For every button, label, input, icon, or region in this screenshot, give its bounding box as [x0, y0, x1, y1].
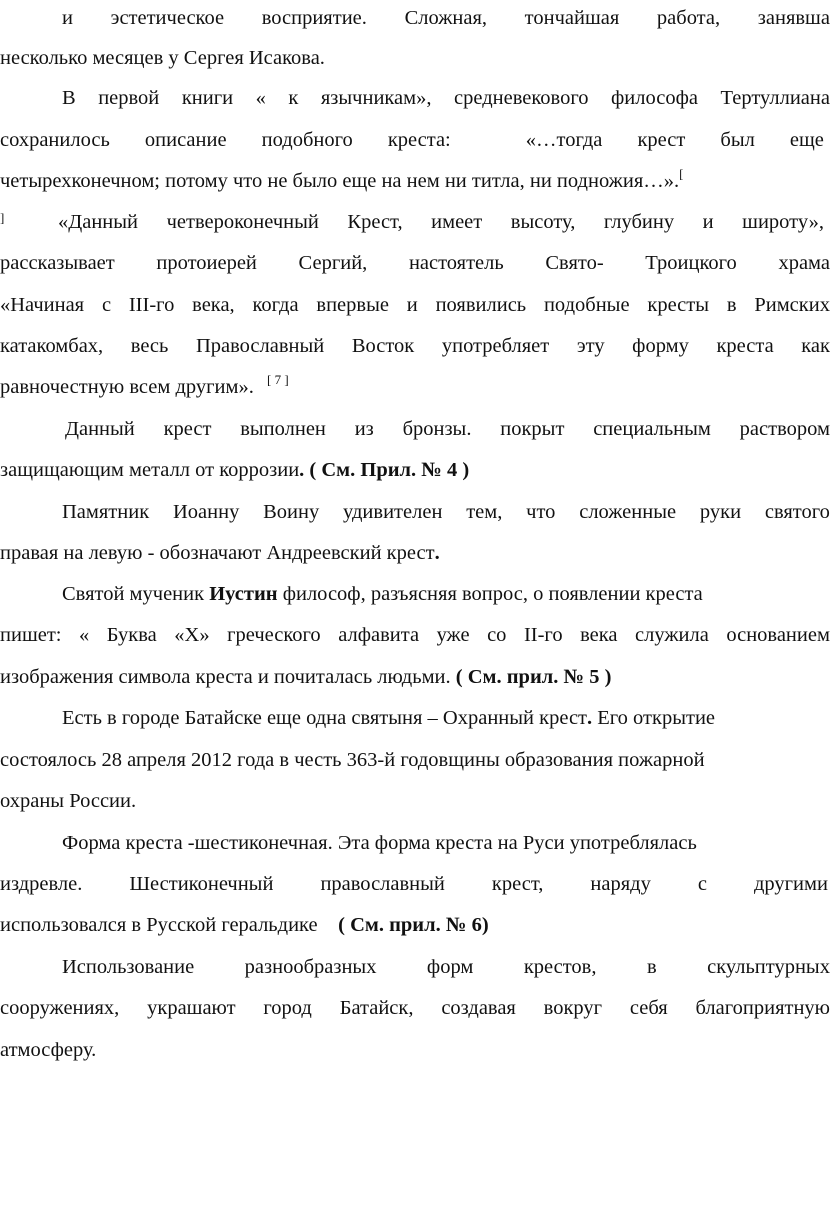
word: Крест,	[347, 211, 403, 233]
word: покрыт	[500, 418, 565, 440]
line-text: изображения символа креста и почиталась людьми.	[0, 666, 456, 688]
word: как	[801, 335, 830, 357]
word: крест	[637, 129, 686, 151]
word: весь	[130, 335, 169, 357]
word: еще	[789, 129, 824, 151]
line-text: Форма креста -шестиконечная. Эта форма креста на Руси употреблялась	[62, 832, 697, 854]
word: издревле.	[0, 873, 83, 895]
appendix-reference: ( См. прил. № 5 )	[455, 666, 612, 688]
word: употребляет	[441, 335, 550, 357]
word: глубину	[603, 211, 675, 233]
line-text: Есть в городе Батайске еще одна святыня – Охранный крест	[62, 707, 588, 729]
word: Свято-	[545, 252, 604, 274]
word: к	[288, 87, 299, 109]
word: Православный	[195, 335, 325, 357]
word: Иоанну	[172, 501, 240, 523]
word: в	[646, 956, 657, 978]
word: с	[101, 294, 112, 316]
word: наряду	[590, 873, 651, 895]
word: благоприятную	[695, 997, 830, 1019]
word: язычникам»,	[320, 87, 432, 109]
word: восприятие.	[261, 7, 367, 29]
word: сложенные	[579, 501, 677, 523]
word: руки	[699, 501, 742, 523]
line-text: равночестную всем другим».	[0, 376, 254, 398]
word: рассказывает	[0, 252, 115, 274]
footnote-marker: [	[679, 166, 684, 181]
line-text: правая на левую - обозначают Андреевский крест	[0, 542, 435, 564]
line-text: атмосферу.	[0, 1039, 97, 1061]
word: специальным	[593, 418, 711, 440]
appendix-reference: . ( См. Прил. № 4 )	[299, 459, 470, 481]
text-line	[0, 4, 830, 32]
text-line	[0, 953, 830, 981]
word: уже	[436, 624, 470, 646]
text-line	[0, 456, 816, 484]
word: тем,	[466, 501, 503, 523]
word: разнообразных	[244, 956, 377, 978]
word: греческого	[227, 624, 321, 646]
word: из	[354, 418, 374, 440]
word: Восток	[351, 335, 415, 357]
text-line	[0, 870, 828, 898]
word: В	[62, 87, 76, 109]
word: «…тогда	[525, 129, 603, 151]
text-line	[0, 44, 816, 72]
word: подобные	[543, 294, 630, 316]
line-text: несколько месяцев у Сергея Исакова.	[0, 47, 325, 69]
word: удивителен	[343, 501, 443, 523]
word: Шестиконечный	[129, 873, 274, 895]
word: украшают	[147, 997, 236, 1019]
word: Памятник	[62, 501, 150, 523]
word: Батайск,	[339, 997, 414, 1019]
word: создавая	[441, 997, 516, 1019]
word: средневекового	[454, 87, 589, 109]
word: форм	[426, 956, 474, 978]
text-line	[0, 911, 816, 939]
word: Воину	[263, 501, 320, 523]
word: имеет	[431, 211, 483, 233]
word: крест	[163, 418, 212, 440]
word: раствором	[739, 418, 830, 440]
word: храма	[778, 252, 830, 274]
word: философа	[611, 87, 698, 109]
word: настоятель	[408, 252, 504, 274]
text-line	[0, 663, 816, 691]
text-line	[0, 373, 816, 403]
word: скульптурных	[707, 956, 830, 978]
text-line	[0, 126, 824, 154]
text-line	[0, 84, 830, 112]
word: что	[526, 501, 556, 523]
word: века,	[192, 294, 235, 316]
word: и	[702, 211, 714, 233]
word: эту	[576, 335, 605, 357]
word: в	[726, 294, 737, 316]
word: вокруг	[543, 997, 603, 1019]
text-line	[0, 621, 830, 649]
word: служила	[635, 624, 709, 646]
word: занявша	[757, 7, 830, 29]
word: тончайшая	[524, 7, 620, 29]
word: четвероконечный	[166, 211, 319, 233]
word: креста:	[387, 129, 451, 151]
text-line	[0, 994, 830, 1022]
line-text: состоялось 28 апреля 2012 года в честь 363-й годовщины образования пожарной	[0, 749, 705, 771]
word: Буква	[106, 624, 157, 646]
line-text: использовался в Русской геральдике	[0, 914, 339, 936]
text-line	[0, 291, 830, 319]
word: святого	[764, 501, 830, 523]
word: сооружениях,	[0, 997, 120, 1019]
text-line	[0, 580, 816, 608]
word: эстетическое	[110, 7, 225, 29]
line-text: Его открытие	[592, 707, 716, 729]
text-line	[0, 332, 830, 360]
line-text: защищающим металл от коррозии	[0, 459, 300, 481]
word: пишет:	[0, 624, 62, 646]
text-line	[0, 249, 830, 277]
word: высоту,	[510, 211, 576, 233]
word: крест,	[491, 873, 544, 895]
word: себя	[629, 997, 668, 1019]
text-line	[0, 539, 816, 567]
word: православный	[320, 873, 445, 895]
text-line	[0, 415, 830, 443]
word: Сложная,	[404, 7, 487, 29]
word: был	[720, 129, 755, 151]
word: Тертуллиана	[720, 87, 830, 109]
word: бронзы.	[402, 418, 472, 440]
word: с	[697, 873, 707, 895]
word: книги	[181, 87, 234, 109]
word: II-го	[523, 624, 563, 646]
word: креста	[716, 335, 774, 357]
word: подобного	[261, 129, 353, 151]
word: работа,	[656, 7, 721, 29]
word: другими	[753, 873, 828, 895]
line-text: философ, разъясняя вопрос, о появлении креста	[277, 583, 703, 605]
text-line	[0, 208, 824, 236]
word: основанием	[726, 624, 830, 646]
word: «Начиная	[0, 294, 85, 316]
word: со	[487, 624, 507, 646]
word: город	[263, 997, 312, 1019]
word: катакомбах,	[0, 335, 104, 357]
text-line	[0, 746, 816, 774]
bold-period: .	[434, 542, 440, 564]
word: протоиерей	[156, 252, 257, 274]
word: крестов,	[523, 956, 597, 978]
line-text: четырехконечном; потому что не было еще на нем ни титла, ни подножия…».	[0, 170, 680, 192]
word: «Данный	[58, 211, 139, 233]
footnote-marker: [ 7 ]	[266, 372, 289, 387]
word: «	[255, 87, 266, 109]
word: когда	[252, 294, 299, 316]
word: алфавита	[338, 624, 420, 646]
bold-name: Иустин	[209, 583, 278, 605]
word: впервые	[316, 294, 389, 316]
appendix-reference: ( См. прил. № 6)	[338, 914, 489, 936]
word: форму	[632, 335, 689, 357]
word: сохранилось	[0, 129, 110, 151]
word: Использование	[62, 956, 195, 978]
text-line	[0, 704, 816, 732]
word: Данный	[65, 418, 135, 440]
text-line	[0, 829, 816, 857]
line-text: Святой мученик	[62, 583, 210, 605]
word: Сергий,	[298, 252, 368, 274]
word: и	[62, 7, 73, 29]
word: первой	[98, 87, 160, 109]
word: Троицкого	[645, 252, 737, 274]
word: Римских	[754, 294, 830, 316]
bold-period: .	[587, 707, 593, 729]
word: «	[79, 624, 90, 646]
line-text: охраны России.	[0, 790, 137, 812]
word: описание	[144, 129, 227, 151]
footnote-marker: ]	[0, 210, 5, 225]
word: появились	[435, 294, 527, 316]
text-line	[0, 498, 830, 526]
word: кресты	[647, 294, 710, 316]
word: и	[406, 294, 418, 316]
word: «Х»	[174, 624, 210, 646]
word: широту»,	[742, 211, 824, 233]
word: века	[580, 624, 618, 646]
text-line	[0, 1036, 816, 1064]
text-line	[0, 787, 816, 815]
word: выполнен	[240, 418, 326, 440]
word: III-го	[128, 294, 175, 316]
text-line	[0, 167, 816, 197]
